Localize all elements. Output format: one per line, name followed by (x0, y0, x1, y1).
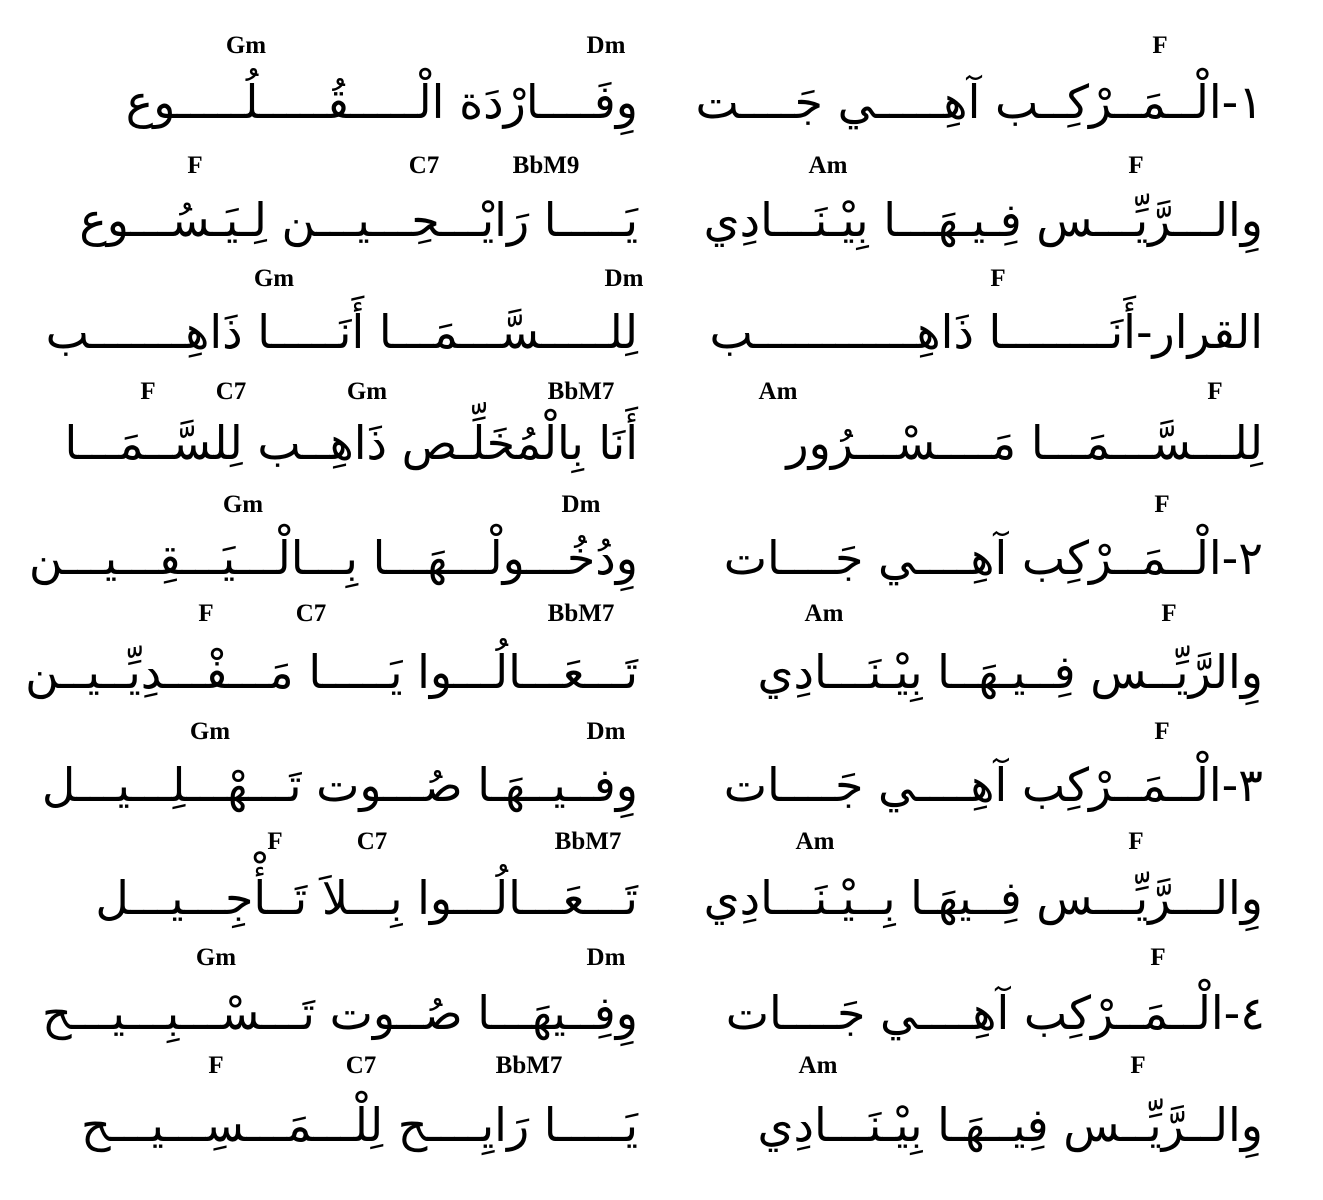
chord: Am (808, 152, 848, 179)
chord: BbM7 (554, 828, 622, 855)
chord: Dm (586, 32, 626, 59)
lyric-line-right: وِالـــرَّيِّـــس فِـيـهَـــا بِيْـنَـــادِي (703, 193, 1263, 247)
chord: BbM7 (495, 1052, 563, 1079)
chord: Gm (253, 265, 295, 292)
chord: F (198, 600, 214, 627)
chord: F (1150, 944, 1166, 971)
chord: Am (798, 1052, 838, 1079)
chord: BbM7 (547, 378, 615, 405)
lyric-line-right: ٣-الْــمَــرْكِب آهِــــي جَــــات (723, 758, 1263, 812)
lyric-line-right: القرار-أَنَــــــــا ذَاهِــــــــــــب (709, 305, 1263, 359)
chord: C7 (345, 1052, 377, 1079)
chord: F (1152, 32, 1168, 59)
chord: Gm (225, 32, 267, 59)
lyric-line-right: ٢-الْــمَــرْكِب آهِــــي جَــــات (723, 531, 1263, 585)
chord: C7 (408, 152, 440, 179)
chord: Dm (604, 265, 644, 292)
chord: F (208, 1052, 224, 1079)
chord: BbM9 (512, 152, 580, 179)
chord: F (187, 152, 203, 179)
lyric-line-right: وِالـــرَّيِّـــس فِــيهَـا بِــيْـنَـــادِي (703, 871, 1263, 925)
lyric-line-left: أَنَا بِالْمُخَلِّـص ذَاهِــب لِلسَّــمَـــا (64, 416, 638, 470)
chord: C7 (356, 828, 388, 855)
chord: F (1128, 152, 1144, 179)
lyric-line-left: وِفَــــارْدَة الْـــــقُـــــلُـــــوع (125, 75, 638, 129)
chord: BbM7 (547, 600, 615, 627)
lyric-line-left: وِدُخُـــولْـــهَـــا بِـــالْـــيَـــقِـــيـــن (28, 531, 638, 585)
chord: F (1154, 491, 1170, 518)
lyric-line-right: وِالرَّيِّــس فِــيـهَــا بِيْـنَـــادِي (757, 645, 1263, 699)
chord: Dm (561, 491, 601, 518)
lyric-line-right: وِالــرَّيِّــس فِيــهَـا بِيْـنَـــادِي (757, 1098, 1263, 1152)
chord: Am (795, 828, 835, 855)
chord: C7 (215, 378, 247, 405)
chord: Gm (222, 491, 264, 518)
lyric-line-left: يَـــــا رَايْـــحِـــيـــن لِـيَـسُـــوع (79, 193, 638, 247)
chord: F (1207, 378, 1223, 405)
lyric-line-left: يَـــــا رَايِــــح لِلْـــمَـــسِـــيـــح (80, 1098, 638, 1152)
chord: Dm (586, 944, 626, 971)
lyric-line-left: وِفِــيهَـــا صُــوت تَـــسْـــبِـــيـــح (41, 986, 638, 1040)
lyric-line-right: ٤-الْــمَــرْكِب آهِــــي جَــــات (725, 986, 1265, 1040)
chord: C7 (295, 600, 327, 627)
lyric-line-left: وِفــيــهَـا صُـــوت تَـــهْـــلِـــيـــل (41, 758, 638, 812)
chord: F (1161, 600, 1177, 627)
lyric-line-right: لِلـــسَّـــمَـــا مَــــسْـــرُور (786, 416, 1263, 470)
chord: F (1128, 828, 1144, 855)
chord: Am (758, 378, 798, 405)
chord: F (267, 828, 283, 855)
chord: Dm (586, 718, 626, 745)
chord: Am (804, 600, 844, 627)
chord: F (1154, 718, 1170, 745)
lyric-line-right: ١-الْــمَــرْكِــب آهِـــــي جَــــت (695, 75, 1263, 129)
chord: F (1130, 1052, 1146, 1079)
chord: Gm (346, 378, 388, 405)
lyric-line-left: تَـــعَـــالُـــوا يَـــــا مَـــفْـــدِيِّــيــن (25, 645, 638, 699)
chord: Gm (195, 944, 237, 971)
lyric-line-left: لِلـــــسَّـــمَـــا أَنَـــــا ذَاهِـــــــب (45, 305, 638, 359)
lyric-line-left: تَـــعَـــالُـــوا بِـــلاَ تَــأْجِـــيـــل (95, 871, 638, 925)
chord: F (990, 265, 1006, 292)
chord: Gm (189, 718, 231, 745)
chord: F (140, 378, 156, 405)
